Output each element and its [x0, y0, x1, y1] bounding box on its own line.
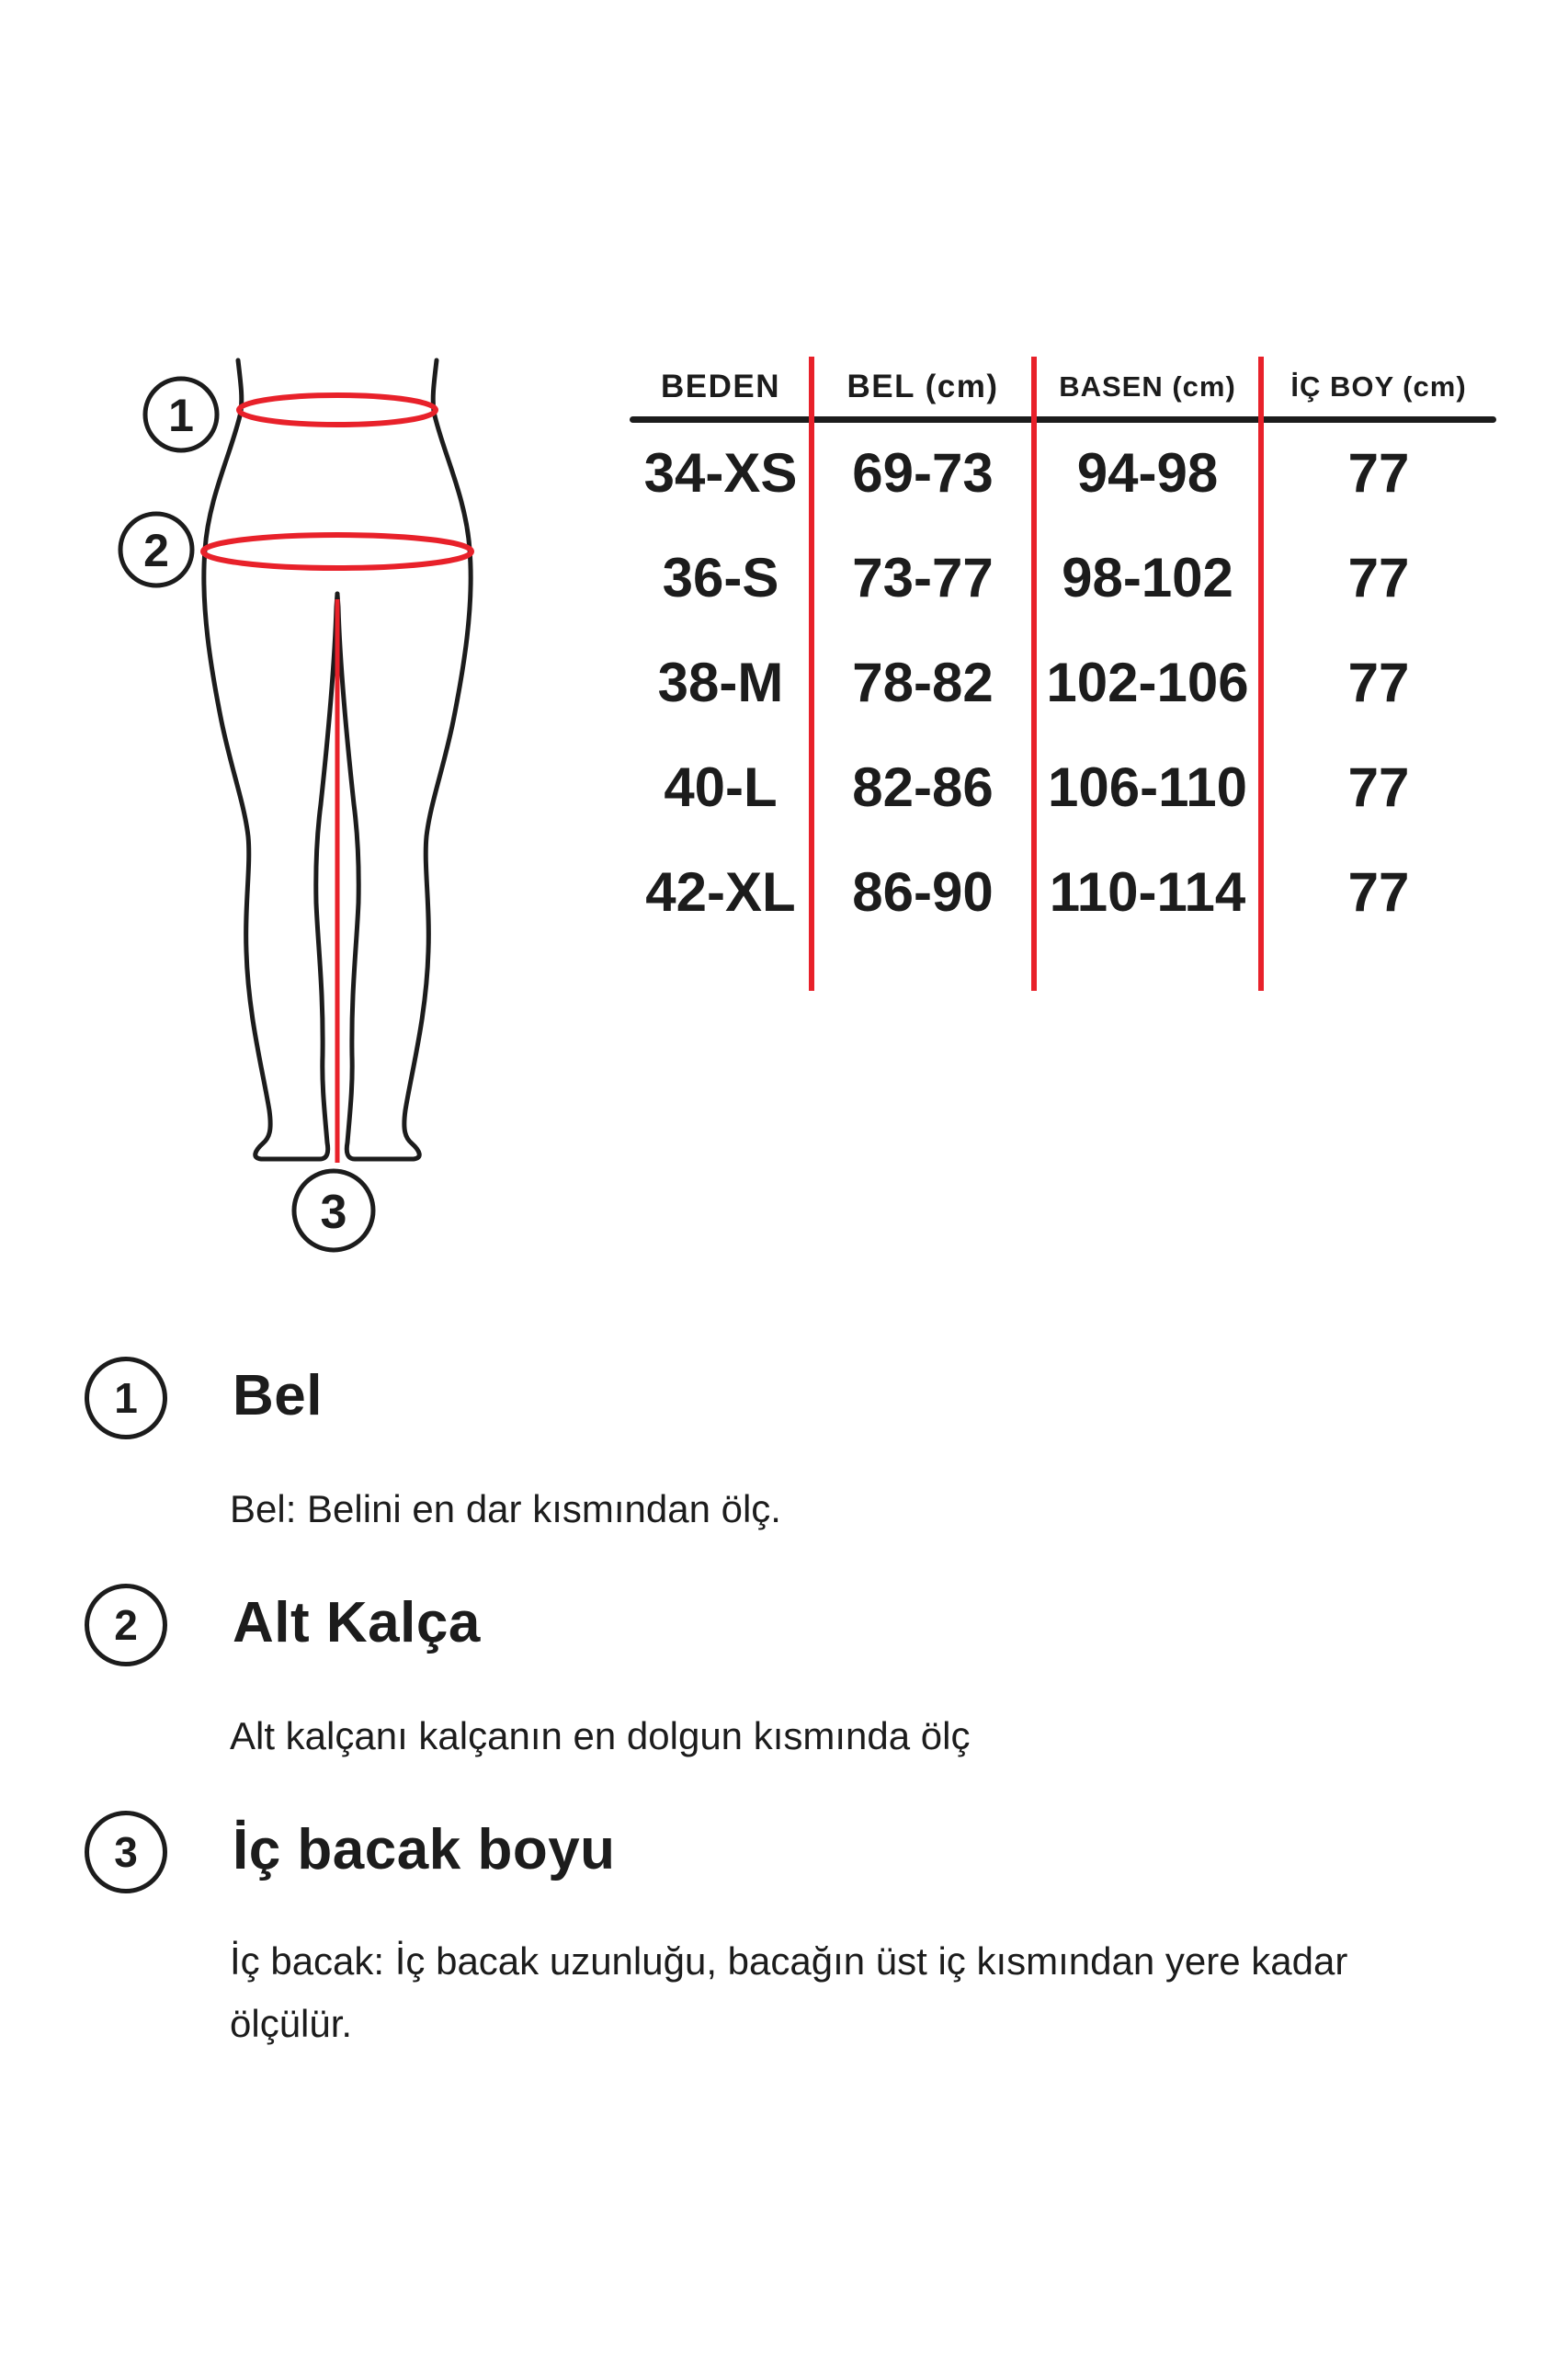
cell-waist: 86-90	[852, 860, 994, 923]
column-header-beden: BEDEN	[660, 368, 781, 404]
section-1-number-circle	[85, 1357, 167, 1439]
section-1-number: 1	[114, 1374, 138, 1422]
table-row	[630, 420, 1496, 525]
table-row	[630, 734, 1496, 839]
section-2-description: Alt kalçanı kalçanın en dolgun kısmında ölç	[230, 1714, 971, 1757]
legs-diagram-svg	[55, 303, 570, 1278]
column-header-icboy: İÇ BOY (cm)	[1290, 369, 1467, 403]
table-row	[630, 525, 1496, 630]
section-3-number-circle	[85, 1811, 167, 1893]
cell-hip: 106-110	[1048, 756, 1247, 818]
cell-size: 40-L	[664, 756, 778, 818]
cell-hip: 102-106	[1046, 651, 1249, 713]
marker-1-label: 1	[168, 390, 194, 441]
right-leg-outline	[337, 360, 471, 1159]
section-1-description: Bel: Belini en dar kısmından ölç.	[230, 1487, 781, 1530]
cell-waist: 73-77	[852, 546, 994, 608]
cell-size: 38-M	[657, 651, 784, 713]
column-header-basen: BASEN (cm)	[1059, 369, 1236, 403]
cell-waist: 78-82	[852, 651, 994, 713]
table-row	[630, 839, 1496, 944]
table-row	[630, 630, 1496, 734]
section-3-title: İç bacak boyu	[233, 1818, 616, 1881]
cell-size: 34-XS	[643, 441, 798, 504]
cell-waist: 82-86	[852, 756, 994, 818]
cell-inseam: 77	[1347, 860, 1410, 923]
marker-2	[120, 514, 192, 585]
section-2-number-circle	[85, 1584, 167, 1666]
marker-3-label: 3	[320, 1186, 347, 1239]
legs-measurement-diagram	[55, 303, 570, 1278]
size-table-header	[630, 357, 1496, 416]
marker-3	[294, 1171, 373, 1250]
cell-size: 42-XL	[645, 860, 796, 923]
cell-inseam: 77	[1347, 441, 1410, 504]
cell-inseam: 77	[1347, 651, 1410, 713]
waist-measure-line	[239, 395, 436, 425]
section-2-number: 2	[114, 1601, 138, 1649]
cell-waist: 69-73	[852, 441, 994, 504]
cell-hip: 110-114	[1049, 860, 1246, 923]
section-2-title: Alt Kalça	[233, 1591, 481, 1654]
marker-2-label: 2	[143, 525, 169, 576]
size-table-body	[630, 420, 1496, 944]
marker-1	[145, 379, 217, 450]
section-3-description: İç bacak: İç bacak uzunluğu, bacağın üst iç kısmından yere kadar ölçülür.	[230, 1939, 1348, 2045]
cell-inseam: 77	[1347, 756, 1410, 818]
section-3-number: 3	[114, 1828, 138, 1876]
cell-hip: 94-98	[1076, 441, 1219, 504]
cell-size: 36-S	[662, 546, 779, 608]
cell-hip: 98-102	[1062, 546, 1233, 608]
column-header-bel: BEL (cm)	[846, 368, 999, 404]
cell-inseam: 77	[1347, 546, 1410, 608]
hip-measure-line	[203, 535, 472, 568]
section-1-title: Bel	[233, 1364, 323, 1427]
left-leg-outline	[204, 360, 337, 1159]
